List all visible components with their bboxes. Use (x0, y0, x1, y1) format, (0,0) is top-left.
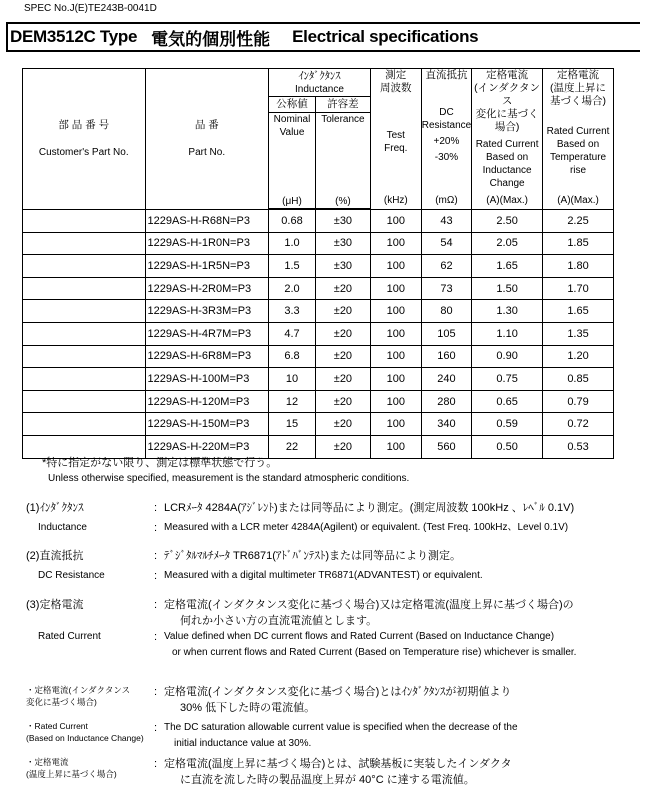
cell-part: 1229AS-H-1R5N=P3 (145, 255, 269, 278)
spec-table (22, 68, 614, 459)
cell-rc2: 0.72 (543, 413, 614, 436)
cell-customer-part-no (23, 300, 146, 323)
table-row (23, 277, 614, 300)
cell-rc1: 0.50 (472, 435, 543, 458)
header-rated-current-temperature: 定格電流 (温度上昇に 基づく場合) Rated Current Based on Temperature rise (A)(Max.) (543, 69, 614, 210)
cell-ind: 12 (269, 390, 316, 413)
cell-freq: 100 (370, 345, 421, 368)
cell-rc2: 1.80 (543, 255, 614, 278)
cell-tol: ±20 (315, 277, 370, 300)
cell-customer-part-no (23, 277, 146, 300)
cell-dcr: 280 (421, 390, 471, 413)
cell-ind: 15 (269, 413, 316, 436)
header-tolerance-jp: 許容差 (315, 97, 370, 113)
cell-customer-part-no (23, 390, 146, 413)
cell-freq: 100 (370, 232, 421, 255)
rated-text-en-1: Value defined when DC current flows and Rated Current (Based on Inductance Change) (164, 631, 555, 642)
cell-rc2: 0.53 (543, 435, 614, 458)
header-tolerance: Tolerance (%) (315, 113, 370, 210)
section-dc-resistance: (2)直流抵抗 : ﾃﾞｼﾞﾀﾙﾏﾙﾁﾒｰﾀ TR6871(ｱﾄﾞﾊﾞﾝﾃｽﾄ)または同等品により測定。 DC Resistance : Measured with a digital multimeter TR6871(ADVANTEST) or equivalent. (26, 550, 483, 582)
cell-freq: 100 (370, 277, 421, 300)
table-row (23, 368, 614, 391)
header-nominal-jp: 公称値 (269, 97, 316, 113)
dcr-text-jp: ﾃﾞｼﾞﾀﾙﾏﾙﾁﾒｰﾀ TR6871(ｱﾄﾞﾊﾞﾝﾃｽﾄ)または同等品により測定。 (164, 550, 462, 562)
dcr-label-jp: (2)直流抵抗 (26, 550, 84, 562)
table-row (23, 322, 614, 345)
cell-part: 1229AS-H-220M=P3 (145, 435, 269, 458)
rated-text-en-2: or when current flows and Rated Current (Based on Temperature rise) whichever is smaller. (172, 647, 577, 658)
table-row (23, 300, 614, 323)
rc-temp-label-jp-2: (温度上昇に基づく場合) (26, 769, 117, 779)
title-bar (6, 22, 640, 52)
cell-freq: 100 (370, 435, 421, 458)
table-row (23, 413, 614, 436)
cell-ind: 3.3 (269, 300, 316, 323)
cell-customer-part-no (23, 413, 146, 436)
cell-ind: 1.5 (269, 255, 316, 278)
cell-dcr: 80 (421, 300, 471, 323)
inductance-label-en: Inductance (38, 522, 87, 533)
cell-rc1: 1.65 (472, 255, 543, 278)
cell-part: 1229AS-H-1R0N=P3 (145, 232, 269, 255)
cell-customer-part-no (23, 345, 146, 368)
rc-ind-text-en-2: initial inductance value at 30%. (174, 738, 312, 749)
cell-rc1: 1.50 (472, 277, 543, 300)
cell-rc1: 0.59 (472, 413, 543, 436)
cell-rc2: 0.85 (543, 368, 614, 391)
header-customer-part-no: 部 品 番 号 Customer's Part No. (23, 69, 146, 210)
table-row (23, 390, 614, 413)
cell-customer-part-no (23, 232, 146, 255)
section-rated-current-temperature: ・定格電流 (温度上昇に基づく場合) : 定格電流(温度上昇に基づく場合)とは、試験基板に実装したインダクタ に直流を流した時の製品温度上昇が 40°C に達する電流値。 (26, 757, 512, 786)
table-row (23, 209, 614, 232)
cell-rc2: 2.25 (543, 209, 614, 232)
rc-ind-label-jp-2: 変化に基づく場合) (26, 697, 97, 707)
cell-customer-part-no (23, 368, 146, 391)
cell-ind: 4.7 (269, 322, 316, 345)
rated-label-en: Rated Current (38, 631, 101, 642)
cell-dcr: 340 (421, 413, 471, 436)
rated-text-jp-2: 何れか小さい方の直流電流値とします。 (180, 615, 378, 627)
rated-text-jp-1: 定格電流(インダクタンス変化に基づく場合)又は定格電流(温度上昇に基づく場合)の (164, 599, 574, 611)
header-dc-resistance: 直流抵抗 DC Resistance +20% -30% (mΩ) (421, 69, 471, 210)
cell-part: 1229AS-H-120M=P3 (145, 390, 269, 413)
cell-freq: 100 (370, 300, 421, 323)
cell-ind: 10 (269, 368, 316, 391)
inductance-text-en: Measured with a LCR meter 4284A(Agilent) or equivalent. (Test Freq. 100kHz、Level 0.1V) (164, 522, 569, 533)
cell-rc2: 1.35 (543, 322, 614, 345)
cell-tol: ±30 (315, 209, 370, 232)
cell-rc1: 1.10 (472, 322, 543, 345)
note-japanese: *特に指定がない限り、測定は標準状態で行う。 (42, 457, 278, 469)
cell-rc1: 0.90 (472, 345, 543, 368)
table-row (23, 232, 614, 255)
title-japanese: 電気的個別性能 (151, 29, 271, 49)
cell-tol: ±30 (315, 232, 370, 255)
cell-rc2: 1.70 (543, 277, 614, 300)
header-nominal-value: Nominal Value (μH) (269, 113, 316, 210)
table-row (23, 255, 614, 278)
header-test-freq: 測定 周波数 Test Freq. (kHz) (370, 69, 421, 210)
inductance-text-jp: LCRﾒｰﾀ 4284A(ｱｼﾞﾚﾝﾄ)または同等品により測定。(測定周波数 100kHz 、ﾚﾍﾞﾙ 0.1V) (164, 502, 575, 514)
cell-customer-part-no (23, 322, 146, 345)
header-inductance: ｲﾝﾀﾞｸﾀﾝｽ Inductance (269, 69, 371, 97)
cell-part: 1229AS-H-3R3M=P3 (145, 300, 269, 323)
cell-rc1: 2.50 (472, 209, 543, 232)
cell-tol: ±20 (315, 300, 370, 323)
title-model: DEM3512C Type (10, 27, 138, 46)
cell-ind: 2.0 (269, 277, 316, 300)
header-rated-current-inductance: 定格電流 (インダクタンス 変化に基づく 場合) Rated Current Based on Inductance Change (A)(Max.) (472, 69, 543, 210)
cell-rc1: 1.30 (472, 300, 543, 323)
rc-ind-text-en-1: The DC saturation allowable current value is specified when the decrease of the (164, 722, 518, 733)
cell-ind: 22 (269, 435, 316, 458)
cell-freq: 100 (370, 255, 421, 278)
rc-ind-label-jp-1: ・定格電流(インダクタンス (26, 685, 131, 695)
cell-ind: 6.8 (269, 345, 316, 368)
rc-temp-text-jp-2: に直流を流した時の製品温度上昇が 40°C に達する電流値。 (180, 774, 475, 786)
cell-freq: 100 (370, 390, 421, 413)
cell-customer-part-no (23, 209, 146, 232)
cell-rc2: 1.20 (543, 345, 614, 368)
measurement-note (42, 456, 409, 486)
note-english: Unless otherwise specified, measurement is the standard atmospheric conditions. (48, 473, 410, 484)
cell-tol: ±20 (315, 413, 370, 436)
cell-tol: ±20 (315, 390, 370, 413)
cell-dcr: 43 (421, 209, 471, 232)
cell-rc2: 1.65 (543, 300, 614, 323)
cell-part: 1229AS-H-R68N=P3 (145, 209, 269, 232)
cell-dcr: 105 (421, 322, 471, 345)
section-inductance: (1)ｲﾝﾀﾞｸﾀﾝｽ : LCRﾒｰﾀ 4284A(ｱｼﾞﾚﾝﾄ)または同等品により測定。(測定周波数 100kHz 、ﾚﾍﾞﾙ 0.1V) Inductance : Measured with a LCR meter 4284A(Agilent) or equivalent. (Test Freq. 100kHz、Level 0.1V) (26, 502, 575, 534)
cell-dcr: 160 (421, 345, 471, 368)
cell-rc1: 0.65 (472, 390, 543, 413)
cell-dcr: 62 (421, 255, 471, 278)
cell-freq: 100 (370, 322, 421, 345)
cell-freq: 100 (370, 413, 421, 436)
section-rated-current-inductance: ・定格電流(インダクタンス 変化に基づく場合) : 定格電流(インダクタンス変化に基づく場合)とはｲﾝﾀﾞｸﾀﾝｽが初期値より 30% 低下した時の電流値。 ・Rated Current (Based on Inductance Change) : The DC saturation allowable current value is specified when the decrease of the initial inductance value at 30%. (26, 684, 636, 752)
cell-part: 1229AS-H-150M=P3 (145, 413, 269, 436)
spec-number: SPEC No.J(E)TE243B-0041D (24, 3, 157, 14)
rc-temp-label-jp-1: ・定格電流 (26, 757, 69, 767)
dcr-label-en: DC Resistance (38, 570, 105, 581)
cell-tol: ±20 (315, 368, 370, 391)
cell-rc1: 0.75 (472, 368, 543, 391)
cell-rc2: 0.79 (543, 390, 614, 413)
dcr-text-en: Measured with a digital multimeter TR6871(ADVANTEST) or equivalent. (164, 570, 483, 581)
cell-freq: 100 (370, 368, 421, 391)
section-rated-current: (3)定格電流 : 定格電流(インダクタンス変化に基づく場合)又は定格電流(温度上昇に基づく場合)の 何れか小さい方の直流電流値とします。 Rated Current : Value defined when DC current flows and Rated Current (Based on Inductance Change) or when current flows and Rated Current (Based on Temperature rise) whichever is smaller. (26, 597, 636, 661)
cell-ind: 1.0 (269, 232, 316, 255)
cell-rc2: 1.85 (543, 232, 614, 255)
inductance-label-jp: (1)ｲﾝﾀﾞｸﾀﾝｽ (26, 502, 84, 514)
rc-ind-text-jp-1: 定格電流(インダクタンス変化に基づく場合)とはｲﾝﾀﾞｸﾀﾝｽが初期値より (164, 686, 512, 698)
cell-tol: ±20 (315, 345, 370, 368)
cell-customer-part-no (23, 435, 146, 458)
cell-tol: ±20 (315, 435, 370, 458)
cell-part: 1229AS-H-4R7M=P3 (145, 322, 269, 345)
rc-ind-label-en-2: (Based on Inductance Change) (26, 733, 144, 743)
cell-part: 1229AS-H-6R8M=P3 (145, 345, 269, 368)
cell-dcr: 54 (421, 232, 471, 255)
rated-label-jp: (3)定格電流 (26, 599, 84, 611)
cell-tol: ±30 (315, 255, 370, 278)
cell-dcr: 240 (421, 368, 471, 391)
rc-ind-text-jp-2: 30% 低下した時の電流値。 (180, 702, 316, 714)
cell-part: 1229AS-H-2R0M=P3 (145, 277, 269, 300)
table-row (23, 345, 614, 368)
table-row (23, 435, 614, 458)
rc-ind-label-en-1: ・Rated Current (26, 721, 88, 731)
rc-temp-text-jp-1: 定格電流(温度上昇に基づく場合)とは、試験基板に実装したインダクタ (164, 758, 512, 770)
cell-rc1: 2.05 (472, 232, 543, 255)
title-english: Electrical specifications (292, 27, 479, 46)
cell-freq: 100 (370, 209, 421, 232)
header-part-no: 品 番 Part No. (145, 69, 269, 210)
cell-tol: ±20 (315, 322, 370, 345)
cell-customer-part-no (23, 255, 146, 278)
spec-table-body (23, 209, 614, 458)
cell-dcr: 73 (421, 277, 471, 300)
cell-part: 1229AS-H-100M=P3 (145, 368, 269, 391)
cell-dcr: 560 (421, 435, 471, 458)
cell-ind: 0.68 (269, 209, 316, 232)
